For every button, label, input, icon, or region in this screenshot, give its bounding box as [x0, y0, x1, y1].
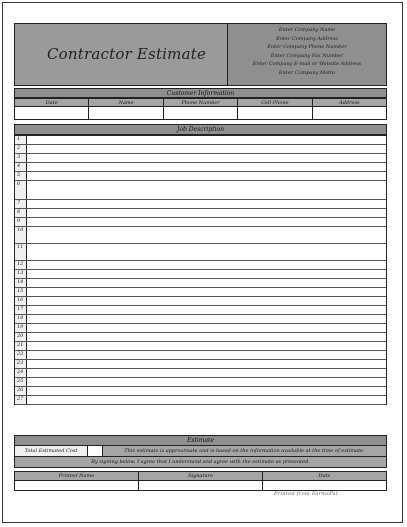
job-row-input[interactable]	[27, 244, 386, 260]
job-description-header	[14, 124, 387, 135]
job-row	[15, 244, 386, 261]
job-row-input[interactable]	[27, 288, 386, 296]
job-row-input[interactable]	[27, 342, 386, 350]
company-phone-field[interactable]: Enter Company Phone Number	[267, 44, 347, 50]
signature-label: Signature	[139, 472, 263, 480]
job-row-number: 12	[15, 261, 27, 269]
agreement-text: By signing below, I agree that I understand and agree with the estimate as presented.	[91, 459, 310, 465]
signature-input-row	[14, 481, 387, 491]
job-row-number: 1	[15, 136, 27, 144]
title-box	[15, 24, 228, 85]
estimate-disclaimer: This estimate is approximate and is based on the information available at the time of estimate.	[124, 448, 365, 454]
estimate-header	[14, 435, 387, 446]
job-row-input[interactable]	[27, 297, 386, 305]
job-row-input[interactable]	[27, 209, 386, 217]
printed-name-label: Printed Name	[15, 472, 139, 480]
job-row-input[interactable]	[27, 136, 386, 144]
job-row	[15, 136, 386, 145]
job-row-input[interactable]	[27, 270, 386, 278]
job-row	[15, 333, 386, 342]
job-row	[15, 270, 386, 279]
company-fax-field[interactable]: Enter Company Fax Number	[270, 52, 344, 59]
job-row	[15, 342, 386, 351]
col-cell: Cell Phone	[238, 99, 312, 106]
job-row-number: 5	[15, 172, 27, 180]
job-row-number: 18	[15, 315, 27, 323]
job-row-number: 19	[15, 324, 27, 332]
job-row-input[interactable]	[27, 181, 386, 199]
date-label: Date	[318, 473, 331, 479]
job-row	[15, 351, 386, 360]
job-row	[15, 145, 386, 154]
job-row-number: 21	[15, 342, 27, 350]
job-row	[15, 279, 386, 288]
customer-info-title: Customer Information	[166, 90, 235, 97]
customer-info-header	[14, 88, 387, 98]
job-row-number: 6	[15, 181, 27, 199]
job-row	[15, 306, 386, 315]
printed-name-input[interactable]	[15, 481, 139, 490]
job-row-number: 4	[15, 163, 27, 171]
job-row	[15, 209, 386, 218]
company-address-field[interactable]: Enter Company Address	[276, 35, 338, 42]
agreement-row	[14, 457, 387, 468]
job-row-number: 23	[15, 360, 27, 368]
signature-input[interactable]	[139, 481, 263, 490]
job-row	[15, 360, 386, 369]
job-row	[15, 172, 386, 181]
job-row-input[interactable]	[27, 315, 386, 323]
signature-header-row	[14, 471, 387, 481]
company-email-field[interactable]: Enter Company E-mail or Website Address	[252, 61, 362, 67]
job-row-input[interactable]	[27, 369, 386, 377]
job-row-number: 7	[15, 200, 27, 208]
job-row-input[interactable]	[27, 145, 386, 153]
job-row-input[interactable]	[27, 172, 386, 180]
job-row-number: 22	[15, 351, 27, 359]
job-row-input[interactable]	[27, 306, 386, 314]
job-row-input[interactable]	[27, 218, 386, 226]
job-row-input[interactable]	[27, 351, 386, 359]
company-info	[228, 24, 386, 85]
col-date: Date	[15, 99, 89, 106]
job-row-input[interactable]	[27, 387, 386, 395]
job-row	[15, 324, 386, 333]
address-input[interactable]	[313, 107, 386, 119]
footer-note: Printed from FormsPal	[274, 491, 338, 497]
job-row-number: 20	[15, 333, 27, 341]
customer-inputs	[14, 107, 387, 120]
col-name: Name	[89, 99, 163, 106]
total-estimated-cost-label: Total Estimated Cost	[15, 446, 88, 456]
job-row	[15, 218, 386, 227]
job-row-number: 10	[15, 227, 27, 243]
estimate-row	[14, 446, 387, 457]
job-row-input[interactable]	[27, 378, 386, 386]
job-row	[15, 378, 386, 387]
job-row	[15, 297, 386, 306]
job-row-input[interactable]	[27, 333, 386, 341]
job-row-number: 13	[15, 270, 27, 278]
job-row-number: 9	[15, 218, 27, 226]
job-row-input[interactable]	[27, 396, 386, 404]
job-row-input[interactable]	[27, 163, 386, 171]
job-row-input[interactable]	[27, 227, 386, 243]
job-row	[15, 369, 386, 378]
estimate-title: Estimate	[186, 437, 215, 444]
job-row-number: 11	[15, 244, 27, 260]
job-row-number: 27	[15, 396, 27, 404]
cell-input[interactable]	[238, 107, 312, 119]
job-row-input[interactable]	[27, 261, 386, 269]
job-description-title: Job Description	[176, 126, 224, 133]
job-row-number: 3	[15, 154, 27, 162]
job-row-number: 2	[15, 145, 27, 153]
job-row-input[interactable]	[27, 154, 386, 162]
customer-columns	[14, 98, 387, 107]
job-row-number: 24	[15, 369, 27, 377]
job-row	[15, 288, 386, 297]
form-title: Contractor Estimate	[47, 45, 207, 63]
phone-input[interactable]	[164, 107, 238, 119]
job-row	[15, 387, 386, 396]
job-row	[15, 315, 386, 324]
job-row-number: 14	[15, 279, 27, 287]
job-row	[15, 261, 386, 270]
col-phone: Phone Number	[164, 99, 238, 106]
job-row-number: 16	[15, 297, 27, 305]
total-estimated-cost-input[interactable]	[88, 446, 103, 456]
date-input[interactable]	[15, 107, 89, 119]
job-row-number: 17	[15, 306, 27, 314]
job-row	[15, 181, 386, 200]
job-row-number: 8	[15, 209, 27, 217]
job-row	[15, 163, 386, 172]
sign-date-input[interactable]	[263, 481, 386, 490]
form-header	[14, 23, 387, 86]
job-row-number: 25	[15, 378, 27, 386]
job-row	[15, 200, 386, 209]
col-address: Address	[339, 100, 360, 106]
job-row-input[interactable]	[27, 279, 386, 287]
company-motto-field[interactable]: Enter Company Motto	[278, 69, 336, 76]
company-name-field[interactable]: Enter Company Name	[278, 27, 336, 33]
job-row-input[interactable]	[27, 200, 386, 208]
job-row-input[interactable]	[27, 360, 386, 368]
job-row	[15, 396, 386, 405]
job-row	[15, 154, 386, 163]
job-row-number: 26	[15, 387, 27, 395]
name-input[interactable]	[89, 107, 163, 119]
job-description-table	[14, 135, 387, 405]
job-row	[15, 227, 386, 244]
job-row-input[interactable]	[27, 324, 386, 332]
job-row-number: 15	[15, 288, 27, 296]
